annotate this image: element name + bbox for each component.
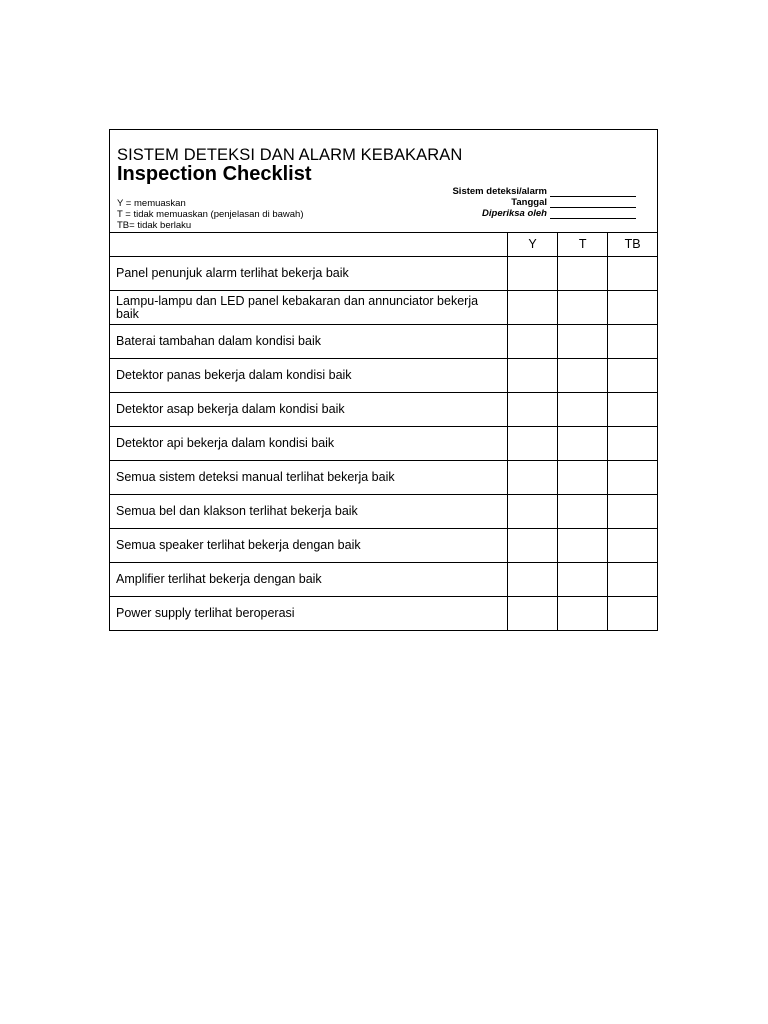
checkbox-cell-t[interactable]: [558, 563, 608, 597]
checkbox-cell-tb[interactable]: [608, 393, 657, 427]
checkbox-cell-tb[interactable]: [608, 563, 657, 597]
checkbox-cell-y[interactable]: [507, 427, 557, 461]
checkbox-cell-y[interactable]: [507, 563, 557, 597]
checklist-item-label: Detektor panas bekerja dalam kondisi baik: [110, 359, 507, 393]
checkbox-cell-tb[interactable]: [608, 325, 657, 359]
checkbox-cell-y[interactable]: [507, 461, 557, 495]
form-system-title: SISTEM DETEKSI DAN ALARM KEBAKARAN: [117, 146, 463, 164]
checkbox-cell-y[interactable]: [507, 597, 557, 631]
checklist-item-label: Semua speaker terlihat bekerja dengan baik: [110, 529, 507, 563]
checkbox-cell-y[interactable]: [507, 393, 557, 427]
table-row: [110, 461, 657, 495]
system-field-label: Sistem deteksi/alarm: [452, 186, 547, 197]
checkbox-cell-tb[interactable]: [608, 529, 657, 563]
checklist-item-label: Amplifier terlihat bekerja dengan baik: [110, 563, 507, 597]
checkbox-cell-y[interactable]: [507, 291, 557, 325]
checkbox-cell-y[interactable]: [507, 529, 557, 563]
checkbox-cell-tb[interactable]: [608, 495, 657, 529]
table-row: [110, 495, 657, 529]
table-row: [110, 563, 657, 597]
checkbox-cell-y[interactable]: [507, 359, 557, 393]
table-row: [110, 359, 657, 393]
legend-t: T = tidak memuaskan (penjelasan di bawah): [117, 208, 304, 220]
checked-by-field-label: Diperiksa oleh: [482, 208, 547, 219]
checkbox-cell-y[interactable]: [507, 325, 557, 359]
checklist-item-label: Semua sistem deteksi manual terlihat bekerja baik: [110, 461, 507, 495]
table-row: [110, 291, 657, 325]
checkbox-cell-tb[interactable]: [608, 427, 657, 461]
legend-y: Y = memuaskan: [117, 198, 186, 209]
checklist-item-label: Detektor api bekerja dalam kondisi baik: [110, 427, 507, 461]
table-row: [110, 325, 657, 359]
table-row: [110, 529, 657, 563]
legend-tb: TB= tidak berlaku: [117, 219, 192, 231]
column-header-item: [110, 232, 507, 257]
column-header-t: T: [558, 232, 608, 257]
inspection-form: [109, 129, 658, 631]
checkbox-cell-tb[interactable]: [608, 257, 657, 291]
checklist-item-label: Power supply terlihat beroperasi: [110, 597, 507, 631]
checklist-item-label: Detektor asap bekerja dalam kondisi baik: [110, 393, 507, 427]
date-field-label: Tanggal: [511, 197, 547, 208]
checked-by-field: [482, 208, 636, 219]
checklist-item-label: Baterai tambahan dalam kondisi baik: [110, 325, 507, 359]
checkbox-cell-tb[interactable]: [608, 597, 657, 631]
column-header-y: Y: [507, 232, 557, 257]
checkbox-cell-tb[interactable]: [608, 291, 657, 325]
table-row: [110, 597, 657, 631]
system-field: [452, 186, 636, 197]
checked-by-field-line[interactable]: [550, 209, 636, 219]
checklist-item-label: Panel penunjuk alarm terlihat bekerja baik: [110, 257, 507, 291]
checkbox-cell-t[interactable]: [558, 529, 608, 563]
checkbox-cell-t[interactable]: [558, 495, 608, 529]
table-header-row: [110, 232, 657, 257]
checkbox-cell-tb[interactable]: [608, 461, 657, 495]
checkbox-cell-t[interactable]: [558, 393, 608, 427]
table-row: [110, 427, 657, 461]
checkbox-cell-tb[interactable]: [608, 359, 657, 393]
column-header-tb: TB: [608, 232, 657, 257]
checklist-item-label: Lampu-lampu dan LED panel kebakaran dan annunciator bekerja baik: [110, 291, 507, 325]
form-header: [110, 130, 657, 233]
checkbox-cell-y[interactable]: [507, 495, 557, 529]
checkbox-cell-t[interactable]: [558, 291, 608, 325]
checkbox-cell-t[interactable]: [558, 359, 608, 393]
checkbox-cell-t[interactable]: [558, 461, 608, 495]
checklist-item-label: Semua bel dan klakson terlihat bekerja baik: [110, 495, 507, 529]
table-row: [110, 393, 657, 427]
checklist-table: [110, 232, 657, 630]
date-field: [511, 197, 636, 208]
date-field-line[interactable]: [550, 198, 636, 208]
system-field-line[interactable]: [550, 187, 636, 197]
form-title: Inspection Checklist: [117, 163, 312, 185]
checkbox-cell-t[interactable]: [558, 427, 608, 461]
checkbox-cell-t[interactable]: [558, 597, 608, 631]
checkbox-cell-y[interactable]: [507, 257, 557, 291]
checkbox-cell-t[interactable]: [558, 257, 608, 291]
table-row: [110, 257, 657, 291]
checkbox-cell-t[interactable]: [558, 325, 608, 359]
